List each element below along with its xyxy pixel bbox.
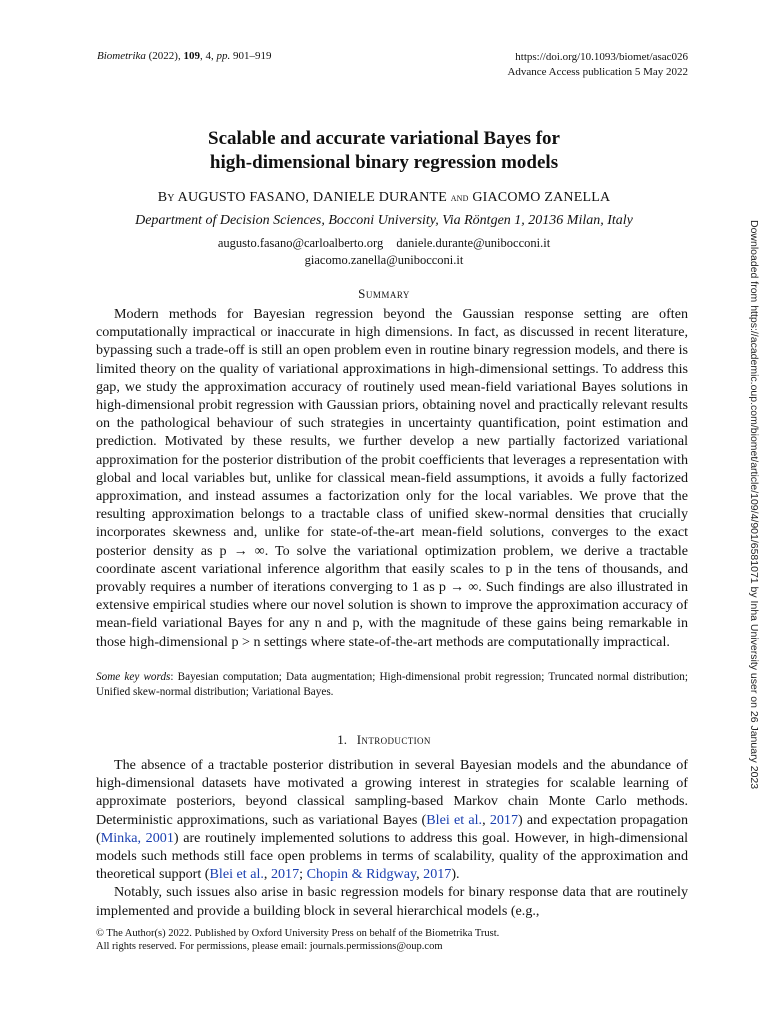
advance-access: Advance Access publication 5 May 2022 bbox=[507, 66, 688, 78]
journal-year: (2022), bbox=[145, 50, 184, 62]
download-watermark bbox=[746, 220, 760, 800]
intro-text: ) and expectation propagation ( bbox=[96, 811, 688, 846]
citation-link[interactable]: 2017 bbox=[489, 811, 518, 828]
download-notice: Downloaded from https://academic.oup.com/biomet/article/109/4/901/6581071 by Inha University user on 26 January 2023 bbox=[748, 220, 760, 790]
keywords-text: : Bayesian computation; Data augmentation; High-dimensional probit regression; Truncated normal distribution; Unified skew-normal distribution; Variational Bayes. bbox=[96, 671, 688, 698]
paper-title bbox=[0, 127, 768, 175]
introduction-body bbox=[96, 756, 688, 920]
journal-volume: 109 bbox=[183, 50, 200, 62]
keywords bbox=[96, 670, 688, 700]
copyright-footer bbox=[96, 927, 499, 953]
email-zanella[interactable]: giacomo.zanella@unibocconi.it bbox=[304, 253, 464, 267]
section-heading bbox=[0, 732, 768, 748]
summary-heading: Summary bbox=[358, 286, 410, 301]
title-line-1: Scalable and accurate variational Bayes for bbox=[208, 128, 560, 149]
email-durante[interactable]: daniele.durante@unibocconi.it bbox=[396, 236, 551, 250]
doi-link[interactable]: https://doi.org/10.1093/biomet/asac026 bbox=[515, 51, 688, 63]
journal-name: Biometrika bbox=[97, 50, 146, 62]
intro-paragraph-2: Notably, such issues also arise in basic regression models for binary response data that are routinely implemented and provide a building block in several hierarchical models (e.g., bbox=[96, 884, 688, 919]
intro-text: The absence of a tractable posterior distribution in several Bayesian models and the abundance of high-dimensional datasets have motivated a growing interest in strategies for scalable learning of approximate posteriors, beyond classical sampling-based Markov chain Monte Carlo methods. Deterministic approximations, such as variational Bayes ( bbox=[96, 757, 688, 828]
journal-issue: , 4, bbox=[199, 50, 217, 62]
citation-link[interactable]: Chopin & Ridgway bbox=[306, 866, 417, 883]
journal-pages: 901–919 bbox=[230, 50, 272, 62]
journal-pp: pp. bbox=[216, 50, 231, 62]
copyright-line: © The Author(s) 2022. Published by Oxford University Press on behalf of the Biometrika Trust. bbox=[96, 928, 500, 939]
section-title: Introduction bbox=[356, 732, 431, 747]
intro-text: , bbox=[263, 866, 271, 883]
section-number: 1. bbox=[337, 732, 347, 747]
intro-text: , bbox=[416, 866, 424, 883]
and-label: and bbox=[450, 192, 469, 204]
intro-paragraph-1 bbox=[96, 756, 688, 883]
doi-block bbox=[507, 50, 688, 80]
affiliation: Department of Decision Sciences, Bocconi University, Via Röntgen 1, 20136 Milan, Italy bbox=[135, 213, 633, 228]
citation-link[interactable]: Minka, 2001 bbox=[100, 829, 174, 846]
author-list bbox=[0, 190, 768, 206]
author-emails bbox=[0, 235, 768, 269]
citation-link[interactable]: Blei et al. bbox=[426, 811, 483, 828]
author-names: AUGUSTO FASANO, DANIELE DURANTE bbox=[177, 190, 447, 205]
intro-text: ) are routinely implemented solutions to address this goal. However, in high-dimensional models such methods still face open problems in terms of scalability, quality of the approximation and theoretical support ( bbox=[96, 829, 689, 883]
summary-text: Modern methods for Bayesian regression beyond the Gaussian response setting are often computationally impractical or inaccurate in high dimensions. In fact, as discussed in recent literature, bypassing such a trade-off is still an open problem even in routine binary regression models, and there is limited theory on the quality of variational approximations in high-dimensional settings. To address this gap, we study the approximation accuracy of routinely used mean-field variational Bayes solutions in high-dimensional probit regression with Gaussian priors, obtaining novel and practically relevant results on the pathological behaviour of such strategies in uncertainty quantification, point estimation and prediction. Motivated by these results, we further develop a new partially factorized variational approximation for the posterior distribution of the probit coefficients that leverages a representation with global and local variables but, unlike for classical mean-field assumptions, it avoids a fully factorized approximation, and instead assumes a factorization only for the local variables. We prove that the resulting approximation belongs to a tractable class of unified skew-normal densities that crucially incorporates skewness and, unlike for state-of-the-art mean-field solutions, converges to the exact posterior density as p → ∞. To solve the variational optimization problem, we derive a tractable coordinate ascent variational inference algorithm that easily scales to p in the tens of thousands, and provably requires a number of iterations converging to 1 as p → ∞. Such findings are also illustrated in extensive empirical studies where our novel solution is shown to improve the approximation accuracy of mean-field variational Bayes for any n and p, with the magnitude of these gains being remarkable in those high-dimensional p > n settings where state-of-the-art methods are computationally impractical. bbox=[96, 306, 688, 650]
intro-text: ). bbox=[451, 866, 460, 883]
keywords-label: Some key words bbox=[96, 671, 171, 683]
citation-link[interactable]: 2017 bbox=[270, 866, 300, 883]
citation-link[interactable]: Blei et al. bbox=[209, 866, 264, 883]
intro-text: , bbox=[482, 811, 490, 828]
permissions-line: All rights reserved. For permissions, please email: journals.permissions@oup.com bbox=[96, 941, 443, 952]
by-label: By bbox=[157, 190, 175, 205]
citation-link[interactable]: 2017 bbox=[423, 866, 452, 883]
author-last: GIACOMO ZANELLA bbox=[472, 190, 611, 205]
email-fasano[interactable]: augusto.fasano@carloalberto.org bbox=[217, 236, 384, 250]
intro-text: ; bbox=[299, 866, 307, 883]
title-line-2: high-dimensional binary regression models bbox=[209, 152, 559, 173]
journal-citation bbox=[97, 50, 271, 62]
